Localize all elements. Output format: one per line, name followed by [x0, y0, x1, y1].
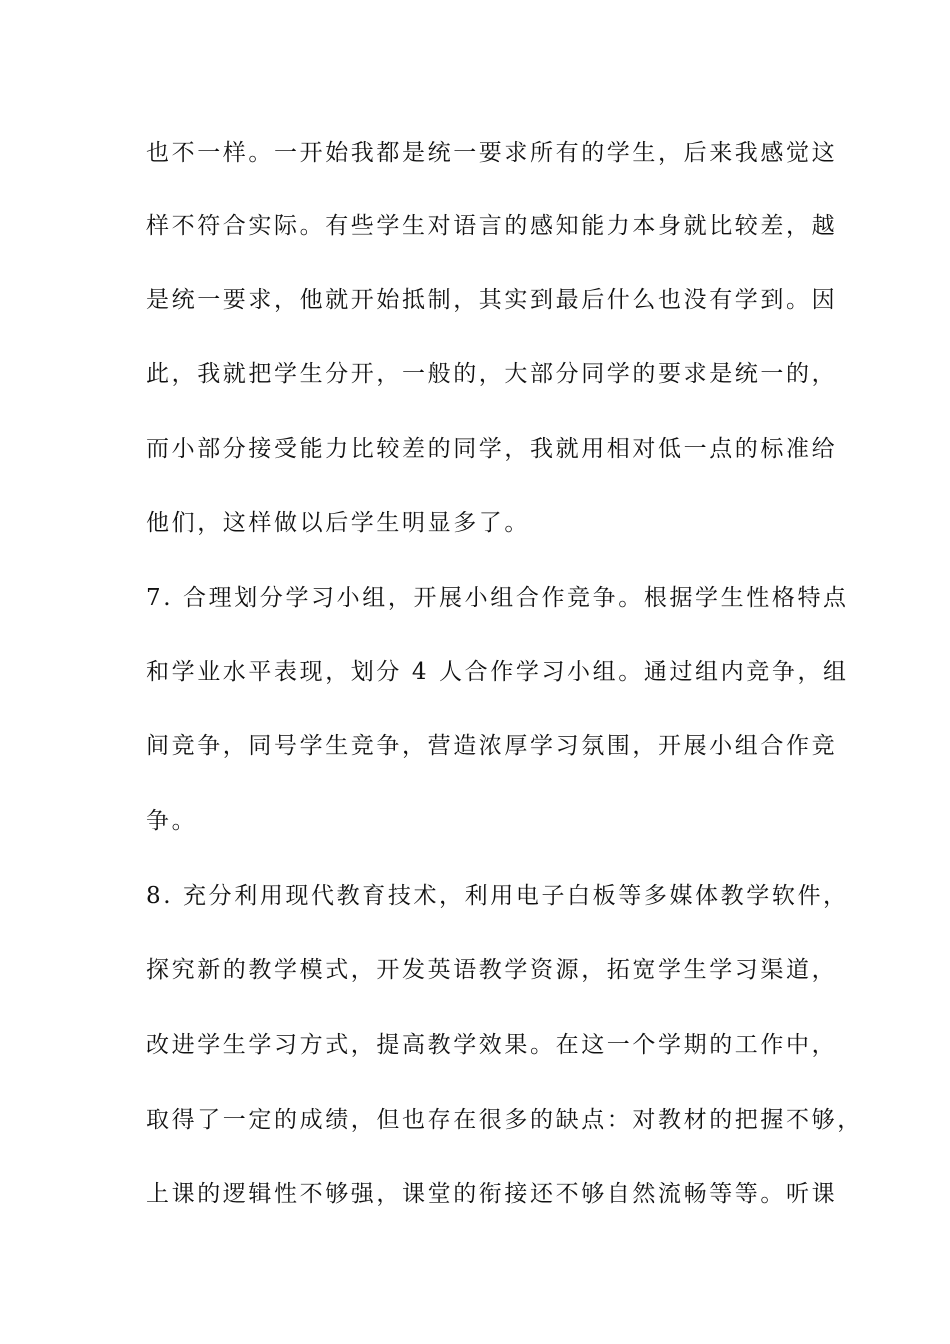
text-line: 8. 充分利用现代教育技术，利用电子白板等多媒体教学软件，: [146, 883, 849, 909]
text-line: 也不一样。一开始我都是统一要求所有的学生，后来我感觉这: [146, 140, 838, 166]
text-line: 是统一要求，他就开始抵制，其实到最后什么也没有学到。因: [146, 287, 838, 313]
text-line: 取得了一定的成绩，但也存在很多的缺点：对教材的把握不够，: [146, 1107, 863, 1133]
text-line: 探究新的教学模式，开发英语教学资源，拓宽学生学习渠道，: [146, 957, 838, 983]
text-line: 争。: [146, 808, 198, 834]
text-line: 间竞争，同号学生竞争，营造浓厚学习氛围，开展小组合作竞: [146, 733, 838, 759]
text-line: 他们，这样做以后学生明显多了。: [146, 510, 530, 536]
text-line: 此，我就把学生分开，一般的，大部分同学的要求是统一的，: [146, 361, 838, 387]
text-line: 上课的逻辑性不够强，课堂的衔接还不够自然流畅等等。听课: [146, 1181, 838, 1207]
text-line: 7. 合理划分学习小组，开展小组合作竞争。根据学生性格特点: [146, 585, 849, 611]
text-line: 改进学生学习方式，提高教学效果。在这一个学期的工作中，: [146, 1032, 838, 1058]
text-line: 而小部分接受能力比较差的同学，我就用相对低一点的标准给: [146, 436, 838, 462]
text-line: 样不符合实际。有些学生对语言的感知能力本身就比较差，越: [146, 213, 838, 239]
text-line: 和学业水平表现，划分 4 人合作学习小组。通过组内竞争，组: [146, 659, 849, 685]
